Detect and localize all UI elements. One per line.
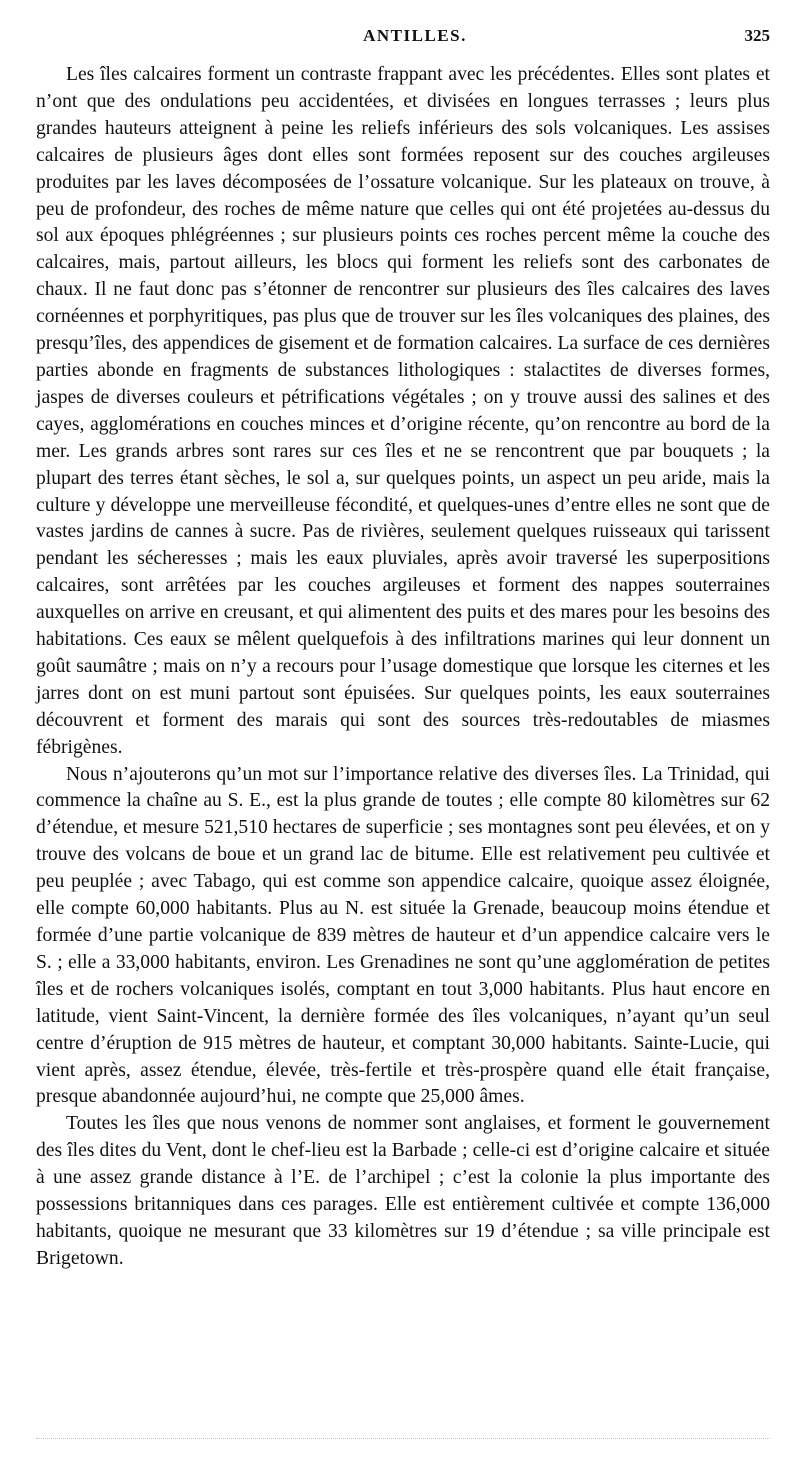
page-header <box>60 26 770 54</box>
footer-rule <box>36 1438 770 1439</box>
page-number: 325 <box>744 26 770 45</box>
paragraph-calcareous-islands: Les îles calcaires forment un contraste frappant avec les précédentes. Elles sont plates et n’ont que des ondulations peu accidentées, et divisées en longues terrasses ; leurs plus grandes hauteurs atteignent à peine les reliefs inférieurs des sols volcaniques. Les assises calcaires de plusieurs âges dont elles sont formées reposent sur des couches argileuses produites par les laves décomposées de l’ossature volcanique. Sur les plateaux on trouve, à peu de profondeur, des roches de même nature que celles qui ont été projetées au-dessus du sol aux époques phlégréennes ; sur plusieurs points ces roches percent même la couche des calcaires, mais, partout ailleurs, les blocs qui forment les reliefs sont des carbonates de chaux. Il ne faut donc pas s’étonner de rencontrer sur plusieurs des îles calcaires des laves cornéennes et porphyritiques, pas plus que de trouver sur les îles volcaniques des plaines, des presqu’îles, des appendices de gisement et de formation calcaires. La surface de ces dernières parties abonde en fragments de substances lithologiques : stalactites de diverses formes, jaspes de diverses couleurs et pétrifications végétales ; on y trouve aussi des salines et des cayes, agglomérations en couches minces et d’origine récente, qu’on rencontre au bord de la mer. Les grands arbres sont rares sur ces îles et ne se rencontrent que par bouquets ; la plupart des terres étant sèches, le sol a, sur quelques points, un aspect un peu aride, mais la culture y développe une merveilleuse fécondité, et quelques-unes d’entre elles ne sont que de vastes jardins de cannes à sucre. Pas de rivières, seulement quelques ruisseaux qui tarissent pendant les sécheresses ; mais les eaux pluviales, après avoir traversé les superpositions calcaires, sont arrêtées par les couches argileuses et forment des nappes souterraines auxquelles on arrive en creusant, et qui alimentent des puits et des mares pour les besoins des habitations. Ces eaux se mêlent quelquefois à des infiltrations marines qui leur donnent un goût saumâtre ; mais on n’y a recours pour l’usage domestique que lorsque les citernes et les jarres dont on est muni partout sont épuisées. Sur quelques points, les eaux souterraines découvrent et forment des marais qui sont des sources très-redoutables de miasmes fébrigènes. <box>36 64 770 758</box>
paragraph-windward-government: Toutes les îles que nous venons de nommer sont anglaises, et forment le gouvernement des îles dites du Vent, dont le chef-lieu est la Barbade ; celle-ci est d’origine calcaire et située à une assez grande distance à l’E. de l’archipel ; c’est la colonie la plus importante des possessions britanniques dans ces parages. Elle est entièrement cultivée et compte 136,000 habitants, quoique ne mesurant que 33 kilomètres sur 19 d’étendue ; sa ville principale est Brigetown. <box>36 1113 770 1269</box>
paragraph-islands-importance: Nous n’ajouterons qu’un mot sur l’importance relative des diverses îles. La Trinidad, qui commence la chaîne au S. E., est la plus grande de toutes ; elle compte 80 kilomètres sur 62 d’étendue, et mesure 521,510 hectares de superficie ; ses montagnes sont peu élevées, et on y trouve des volcans de boue et un grand lac de bitume. Elle est relativement peu cultivée et peu peuplée ; avec Tabago, qui est comme son appendice calcaire, quoique assez éloignée, elle compte 60,000 habitants. Plus au N. est située la Grenade, beaucoup moins étendue et formée d’une partie volcanique de 839 mètres de hauteur et d’un appendice calcaire vers le S. ; elle a 33,000 habitants, environ. Les Grenadines ne sont qu’une agglomération de petites îles et de rochers volcaniques isolés, comptant en tout 3,000 habitants. Plus haut encore en latitude, vient Saint-Vincent, la dernière formée des îles volcaniques, n’ayant qu’un seul centre d’éruption de 915 mètres de hauteur, et comptant 30,000 habitants. Sainte-Lucie, qui vient après, assez étendue, élevée, très-fertile et très-prospère quand elle était française, presque abandonnée aujourd’hui, ne compte que 25,000 âmes. <box>36 763 770 1108</box>
running-head: ANTILLES. <box>363 26 467 45</box>
body-text <box>36 62 770 1273</box>
